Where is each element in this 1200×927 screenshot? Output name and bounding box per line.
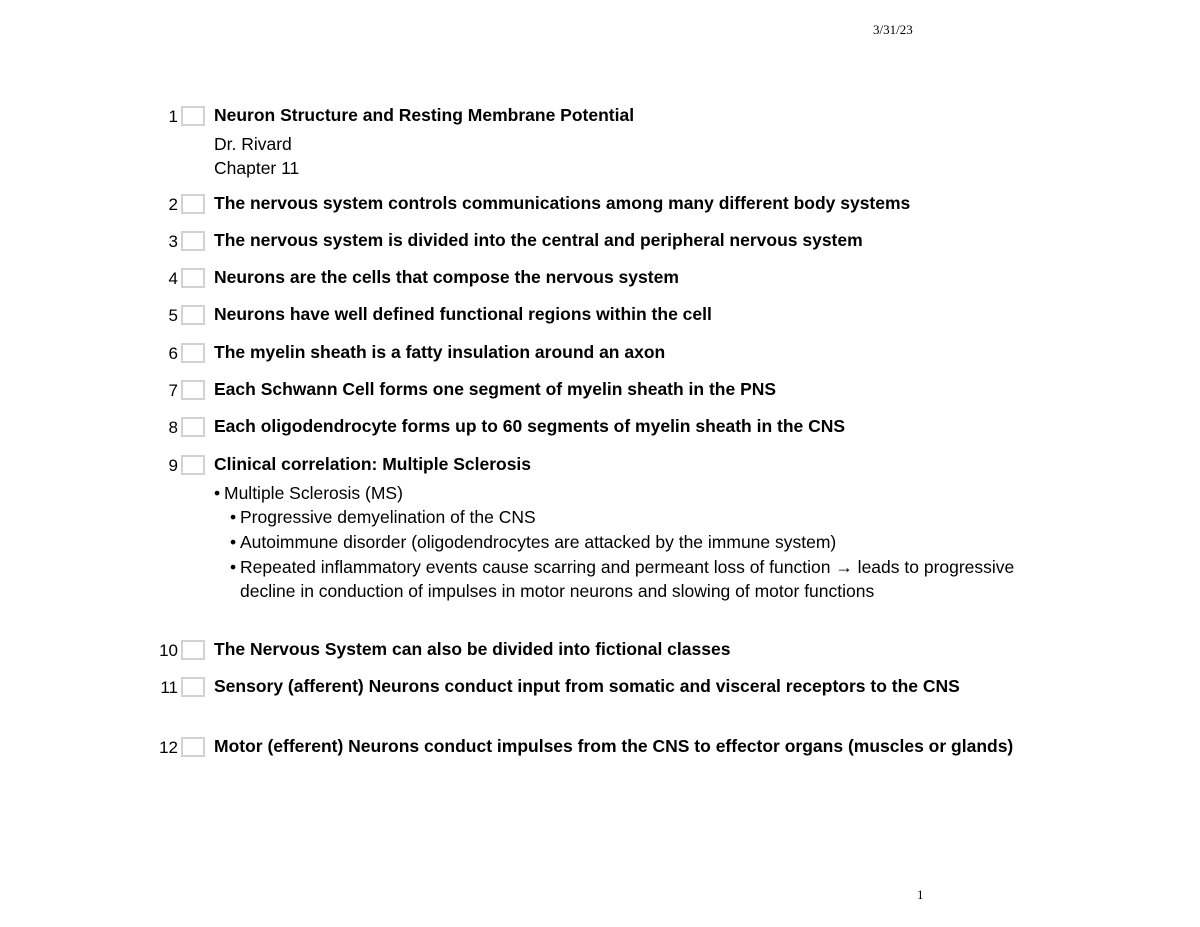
notes-checkbox[interactable] <box>181 231 205 251</box>
notes-checkbox[interactable] <box>181 455 205 475</box>
notes-checkbox[interactable] <box>181 677 205 697</box>
slide-number: 3 <box>168 232 178 251</box>
bullet-level1 <box>214 481 403 505</box>
notes-checkbox[interactable] <box>181 737 205 757</box>
slide-number: 4 <box>168 269 178 288</box>
slide-title: Neurons have well defined functional regions within the cell <box>214 304 712 324</box>
notes-checkbox[interactable] <box>181 417 205 437</box>
slide-number: 10 <box>159 641 178 660</box>
bullet-dot-icon: • <box>230 532 237 552</box>
slide-title: The nervous system is divided into the central and peripheral nervous system <box>214 230 863 250</box>
slide-number: 5 <box>168 306 178 325</box>
bullet-text: Autoimmune disorder (oligodendrocytes are attacked by the immune system) <box>240 532 837 552</box>
slide-title: Motor (efferent) Neurons conduct impulses from the CNS to effector organs (muscles or glands) <box>214 736 1014 756</box>
slide-title: The Nervous System can also be divided into fictional classes <box>214 639 731 659</box>
slide-number: 12 <box>159 738 178 757</box>
notes-checkbox[interactable] <box>181 194 205 214</box>
notes-checkbox[interactable] <box>181 305 205 325</box>
bullet-level2 <box>230 505 536 529</box>
slide-number: 9 <box>168 456 178 475</box>
slide-title: Sensory (afferent) Neurons conduct input from somatic and visceral receptors to the CNS <box>214 676 960 696</box>
slide-number: 6 <box>168 344 178 363</box>
bullet-dot-icon: • <box>230 557 237 577</box>
slide-subtitle-chapter: Chapter 11 <box>214 158 300 178</box>
slide-number: 7 <box>168 381 178 400</box>
slide-title: Neurons are the cells that compose the nervous system <box>214 267 679 287</box>
bullet-level2 <box>230 555 1050 603</box>
slide-title: Each oligodendrocyte forms up to 60 segments of myelin sheath in the CNS <box>214 416 846 436</box>
print-date: 3/31/23 <box>873 22 913 37</box>
slide-subtitle-author: Dr. Rivard <box>214 134 292 154</box>
slide-number: 2 <box>168 195 178 214</box>
bullet-level2 <box>230 530 836 554</box>
notes-checkbox[interactable] <box>181 380 205 400</box>
bullet-dot-icon: • <box>230 507 237 527</box>
slide-number: 11 <box>160 678 178 697</box>
notes-checkbox[interactable] <box>181 343 205 363</box>
bullet-text: Repeated inflammatory events cause scarring and permeant loss of function → leads to progressive decline in conduction of impulses in motor neurons and slowing of motor functions <box>240 557 1015 601</box>
slide-title: Neuron Structure and Resting Membrane Potential <box>214 105 635 125</box>
bullet-text: Progressive demyelination of the CNS <box>240 507 536 527</box>
bullet-dot-icon: • <box>214 483 221 503</box>
notes-checkbox[interactable] <box>181 106 205 126</box>
slide-title: The nervous system controls communications among many different body systems <box>214 193 911 213</box>
notes-checkbox[interactable] <box>181 640 205 660</box>
bullet-text: Multiple Sclerosis (MS) <box>224 483 403 503</box>
slide-title: The myelin sheath is a fatty insulation around an axon <box>214 342 666 362</box>
notes-checkbox[interactable] <box>181 268 205 288</box>
slide-title: Clinical correlation: Multiple Sclerosis <box>214 454 532 474</box>
slide-number: 8 <box>168 418 178 437</box>
slide-number: 1 <box>168 107 178 126</box>
page-number: 1 <box>917 887 924 902</box>
slide-title: Each Schwann Cell forms one segment of myelin sheath in the PNS <box>214 379 777 399</box>
